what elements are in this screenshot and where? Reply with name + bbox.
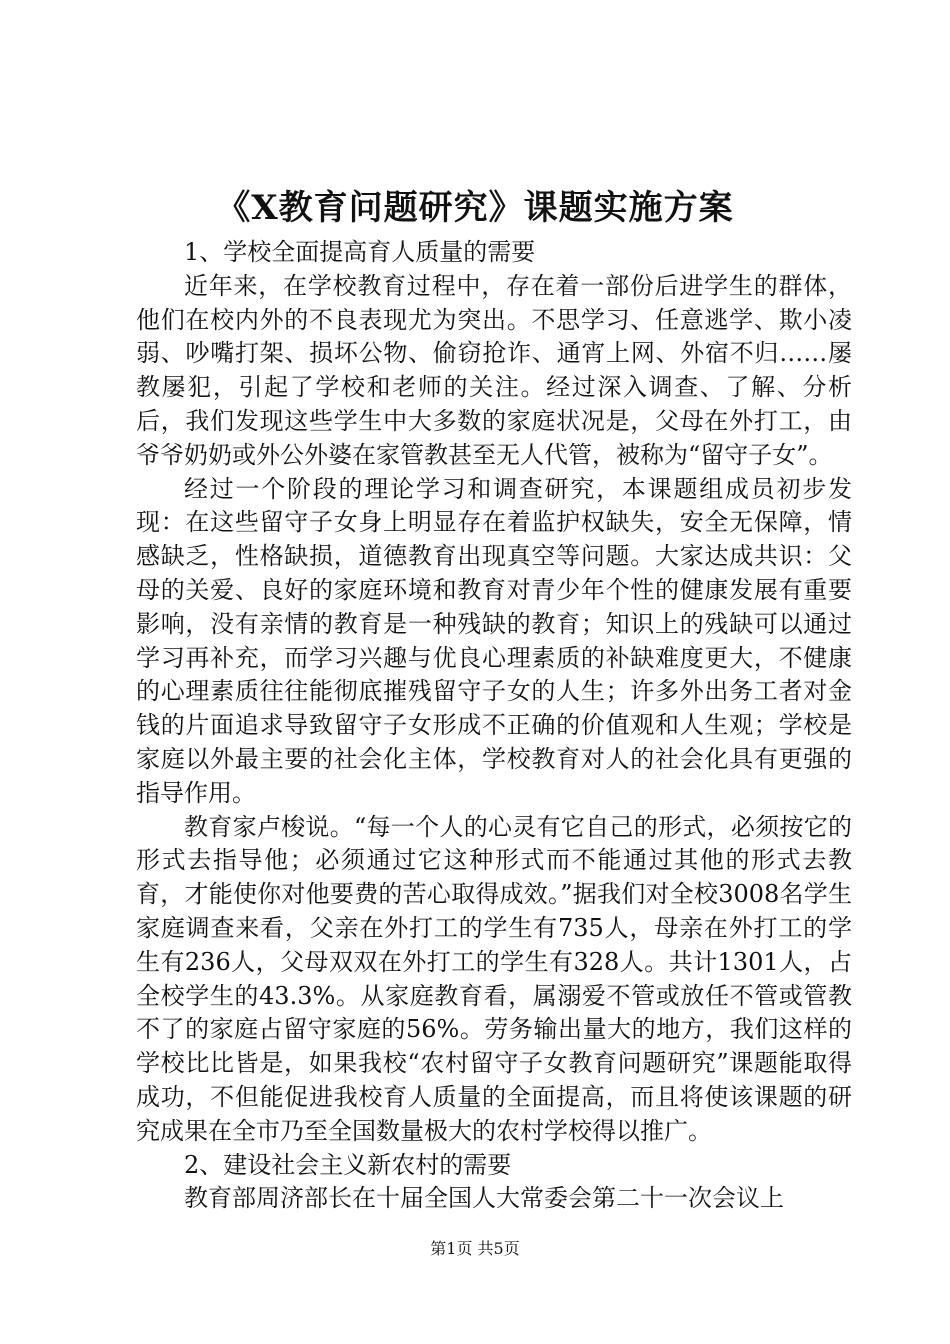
document-body [136,236,852,1216]
paragraph-4: 教育部周济部长在十届全国人大常委会第二十一次会议上 [184,1184,784,1213]
paragraph-2: 经过一个阶段的理论学习和调查研究，本课题组成员初步发现：在这些留守子女身上明显存在着监护权缺失，安全无保障，情感缺乏，性格缺损，道德教育出现真空等问题。大家达成共识：父母的关爱、良好的家庭环境和教育对青少年个性的健康发展有重要影响，没有亲情的教育是一种残缺的教育；知识上的残缺可以通过学习再补充，而学习兴趣与优良心理素质的补缺难度更大，不健康的心理素质往往能彻底摧残留守子女的人生；许多外出务工者对金钱的片面追求导致留守子女形成不正确的价值观和人生观；学校是家庭以外最主要的社会化主体，学校教育对人的社会化具有更强的指导作用。 [136,474,852,807]
section-heading-2: 2、建设社会主义新农村的需要 [184,1150,512,1179]
paragraph-1: 近年来，在学校教育过程中，存在着一部份后进学生的群体，他们在校内外的不良表现尤为突出。不思学习、任意逃学、欺小凌弱、吵嘴打架、损坏公物、偷窃抢诈、通宵上网、外宿不归……屡教屡犯，引起了学校和老师的关注。经过深入调查、了解、分析后，我们发现这些学生中大多数的家庭状况是，父母在外打工，由爷爷奶奶或外公外婆在家管教甚至无人代管，被称为“留守子女”。 [136,271,852,469]
page-footer: 第1页 共5页 [430,1239,520,1258]
paragraph-3: 教育家卢梭说。“每一个人的心灵有它自己的形式，必须按它的形式去指导他；必须通过它这种形式而不能通过其他的形式去教育，才能使你对他要费的苦心取得成效。”据我们对全校3008名学生家庭调查来看，父亲在外打工的学生有735人，母亲在外打工的学生有236人，父母双双在外打工的学生有328人。共计1301人，占全校学生的43.3%。从家庭教育看，属溺爱不管或放任不管或管教不了的家庭占留守家庭的56%。劳务输出量大的地方，我们这样的学校比比皆是，如果我校“农村留守子女教育问题研究”课题能取得成功，不但能促进我校育人质量的全面提高，而且将使该课题的研究成果在全市乃至全国数量极大的农村学校得以推广。 [136,812,852,1145]
section-heading-1: 1、学校全面提高育人质量的需要 [184,238,536,266]
document-title: 《X教育问题研究》课题实施方案 [216,188,734,228]
